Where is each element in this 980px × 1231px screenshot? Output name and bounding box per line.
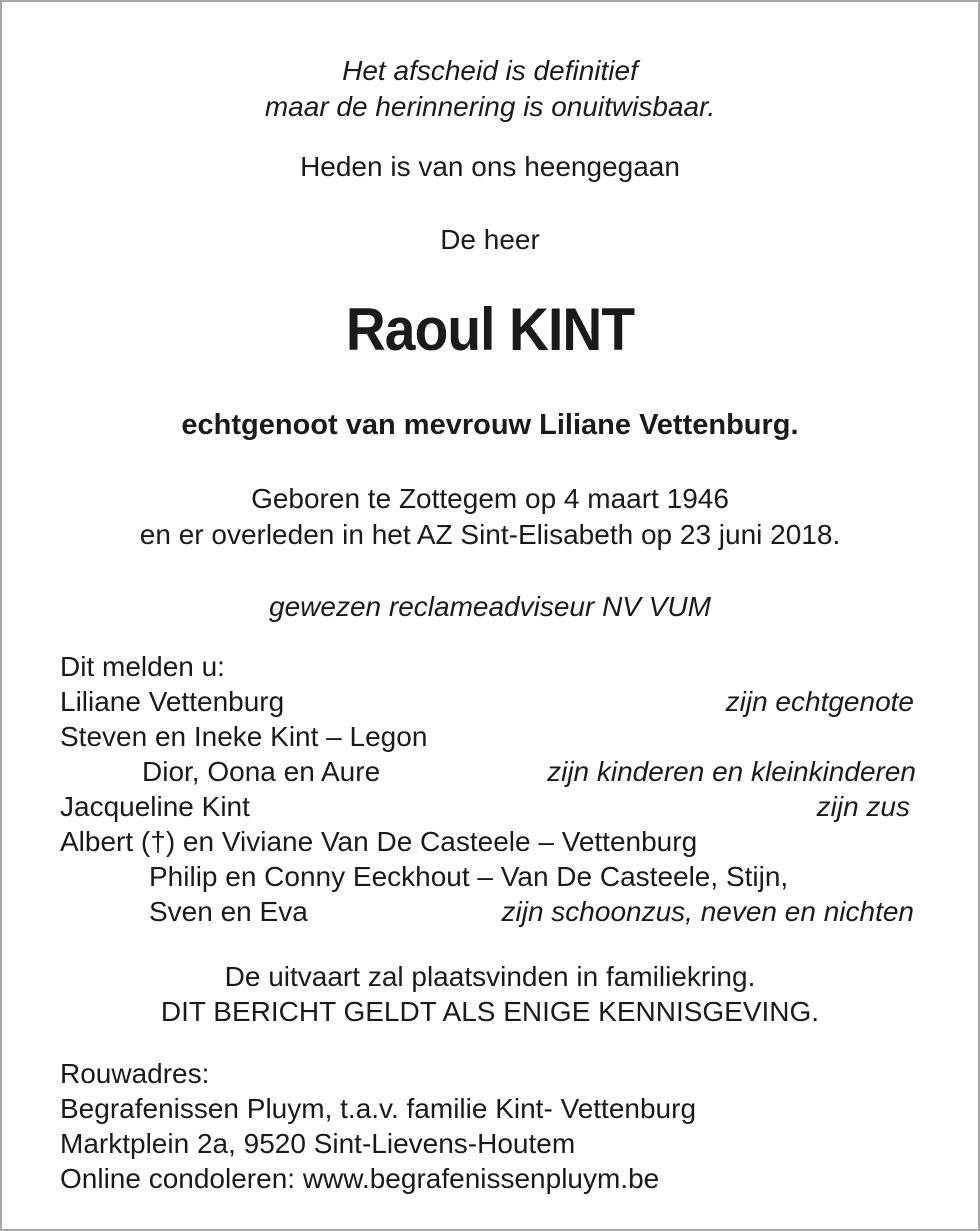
funeral-line-1: De uitvaart zal plaatsvinden in familiekring. (224, 961, 756, 992)
address-line-2: Marktplein 2a, 9520 Sint-Lievens-Houtem (60, 1128, 576, 1159)
family-member-name: Dior, Oona en Aure (142, 756, 381, 787)
birth-line-1: Geboren te Zottegem op 4 maart 1946 (251, 483, 729, 514)
family-member-name: Liliane Vettenburg (60, 686, 285, 717)
family-relation: zijn schoonzus, neven en nichten (501, 896, 914, 927)
family-member-name: Steven en Ineke Kint – Legon (60, 721, 428, 752)
birth-line-2: en er overleden in het AZ Sint-Elisabeth op 23 juni 2018. (139, 519, 841, 550)
address-line-3: Online condoleren: www.begrafenissenpluym.be (60, 1163, 660, 1194)
spouse-line: echtgenoot van mevrouw Liliane Vettenburg. (181, 409, 799, 441)
family-member-name: Albert (†) en Viviane Van De Casteele – Vettenburg (60, 826, 698, 857)
family-member-name: Philip en Conny Eeckhout – Van De Casteele, Stijn, (149, 861, 789, 892)
family-member-name: Jacqueline Kint (60, 791, 250, 822)
salutation: De heer (440, 224, 540, 255)
family-relation: zijn echtgenote (725, 686, 914, 717)
family-relation: zijn kinderen en kleinkinderen (547, 756, 916, 787)
family-relation: zijn zus (816, 791, 910, 822)
quote-line-1: Het afscheid is definitief (342, 55, 638, 86)
family-heading: Dit melden u: (60, 651, 225, 682)
intro-text: Heden is van ons heengegaan (300, 151, 680, 182)
deceased-name: Raoul KINT (345, 296, 635, 363)
address-label: Rouwadres: (60, 1058, 210, 1089)
quote-line-2: maar de herinnering is onuitwisbaar. (264, 91, 716, 122)
address-line-1: Begrafenissen Pluym, t.a.v. familie Kint- Vettenburg (60, 1093, 697, 1124)
family-member-name: Sven en Eva (149, 896, 308, 927)
occupation: gewezen reclameadviseur NV VUM (269, 591, 711, 622)
funeral-line-2: DIT BERICHT GELDT ALS ENIGE KENNISGEVING. (160, 996, 820, 1027)
